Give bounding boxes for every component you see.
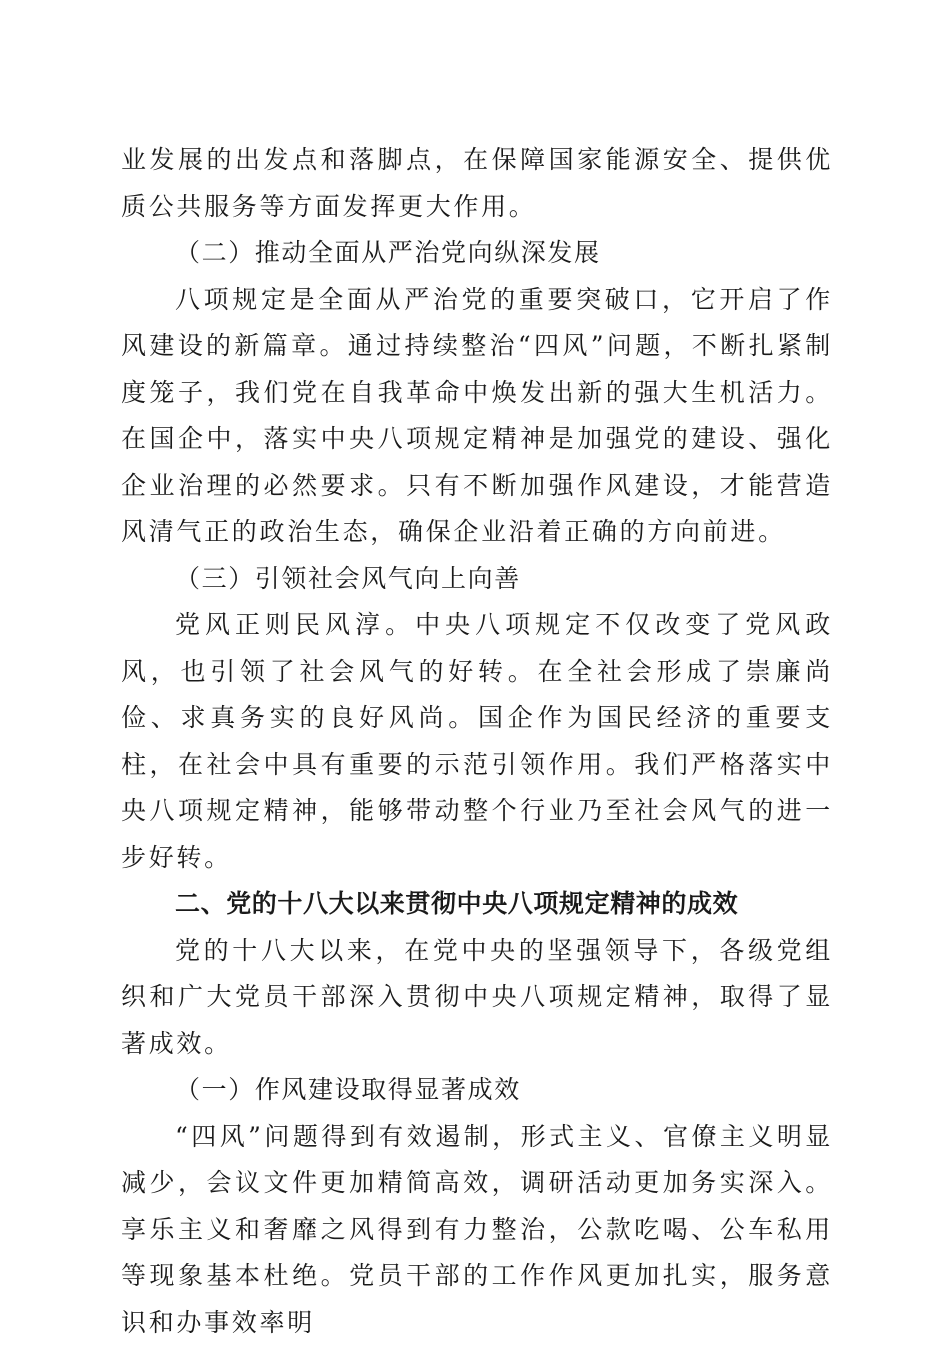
paragraph-continued: 业发展的出发点和落脚点，在保障国家能源安全、提供优质公共服务等方面发挥更大作用。 — [121, 137, 833, 230]
sub-heading-1: （一）作风建设取得显著成效 — [121, 1067, 833, 1114]
sub-heading-3: （三）引领社会风气向上向善 — [121, 556, 833, 603]
paragraph-eight-rules: 八项规定是全面从严治党的重要突破口，它开启了作风建设的新篇章。通过持续整治“四风”问题，不断扎紧制度笼子，我们党在自我革命中焕发出新的强大生机活力。在国企中，落实中央八项规定精神是加强党的建设、强化企业治理的必然要求。只有不断加强作风建设，才能营造风清气正的政治生态，确保企业沿着正确的方向前进。 — [121, 277, 833, 556]
sub-heading-2: （二）推动全面从严治党向纵深发展 — [121, 230, 833, 277]
section-heading-2: 二、党的十八大以来贯彻中央八项规定精神的成效 — [121, 881, 833, 928]
document-body — [121, 137, 833, 1346]
paragraph-social-ethos: 党风正则民风淳。中央八项规定不仅改变了党风政风，也引领了社会风气的好转。在全社会形成了崇廉尚俭、求真务实的良好风尚。国企作为国民经济的重要支柱，在社会中具有重要的示范引领作用。我们严格落实中央八项规定精神，能够带动整个行业乃至社会风气的进一步好转。 — [121, 602, 833, 881]
paragraph-four-styles: “四风”问题得到有效遏制，形式主义、官僚主义明显减少，会议文件更加精简高效，调研活动更加务实深入。享乐主义和奢靡之风得到有力整治，公款吃喝、公车私用等现象基本杜绝。党员干部的工作作风更加扎实，服务意识和办事效率明 — [121, 1114, 833, 1346]
paragraph-achievements-intro: 党的十八大以来，在党中央的坚强领导下，各级党组织和广大党员干部深入贯彻中央八项规定精神，取得了显著成效。 — [121, 928, 833, 1068]
